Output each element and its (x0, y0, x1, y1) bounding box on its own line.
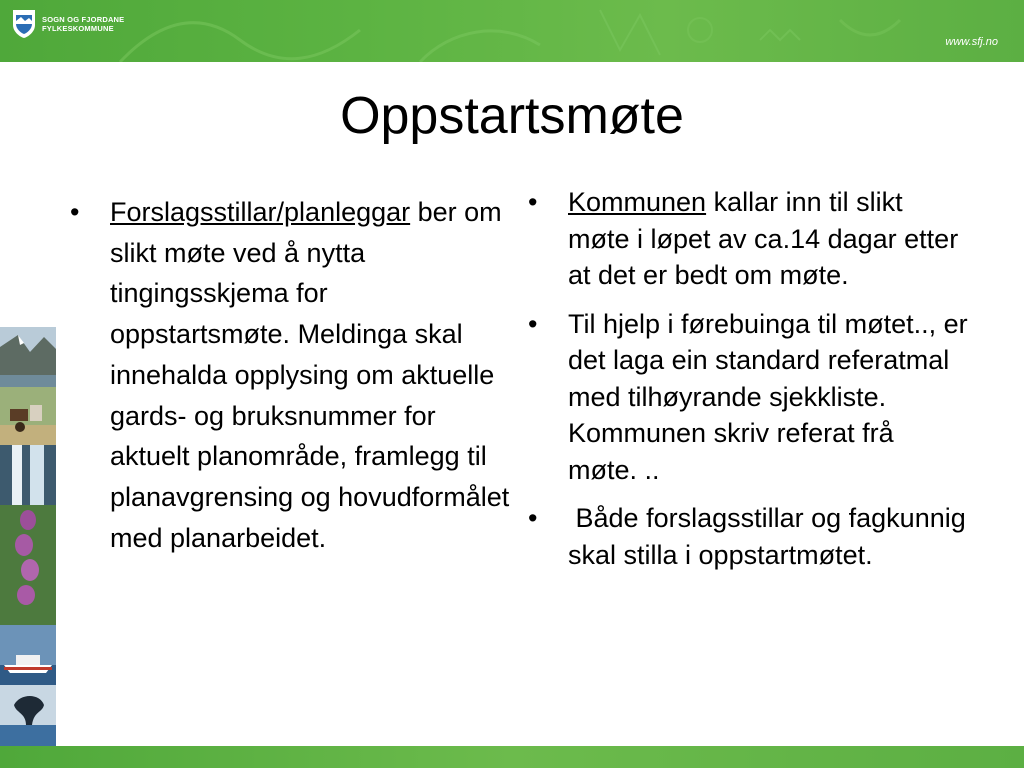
footer-banner (0, 746, 1024, 768)
right-column (528, 184, 974, 585)
shield-logo-icon (12, 9, 36, 39)
underlined-term: Kommunen (568, 187, 707, 217)
list-item (528, 500, 974, 573)
bullet-text: ber om slikt møte ved å nytta tingingsskjema for oppstartsmøte. Meldinga skal innehalda opplysing om aktuelle gards- og bruksnummer for aktuelt planområde, framlegg til planavgrensing og hovudformålet med planarbeidet. (110, 197, 510, 553)
logo (12, 9, 124, 39)
list-item (528, 184, 968, 294)
slide-title: Oppstartsmøte (340, 87, 684, 145)
logo-line2: FYLKESKOMMUNE (42, 24, 114, 33)
bullet-marker: • (528, 187, 538, 217)
left-column (70, 192, 515, 570)
site-url: www.sfj.no (945, 36, 998, 48)
bullet-marker: • (528, 503, 538, 533)
banner-decoration (0, 0, 1024, 62)
list-item (528, 306, 968, 489)
foxglove-photo (0, 505, 56, 625)
header-banner (0, 0, 1024, 62)
underlined-term: Forslagsstillar/planleggar (110, 197, 411, 227)
logo-line1: SOGN OG FJORDANE (42, 15, 125, 24)
bullet-marker: • (528, 308, 538, 339)
waterfall-photo (0, 445, 56, 505)
ferry-photo (0, 625, 56, 685)
bullet-text: Både forslagsstillar og fagkunnig skal stilla i oppstartmøtet. (568, 503, 974, 570)
bullet-text: kallar inn til slikt møte i løpet av ca.14 dagar etter at det er bedt om møte. (568, 187, 959, 290)
photo-strip (0, 327, 56, 746)
fjord-photo (0, 327, 56, 387)
bullet-marker: • (70, 197, 80, 227)
list-item (70, 192, 515, 558)
bullet-text: Til hjelp i førebuinga til møtet.., er det laga ein standard referatmal med tilhøyrande sjekkliste. Kommunen skriv referat frå møte. .. (568, 308, 968, 485)
horse-photo (0, 387, 56, 445)
rock-photo (0, 685, 56, 746)
